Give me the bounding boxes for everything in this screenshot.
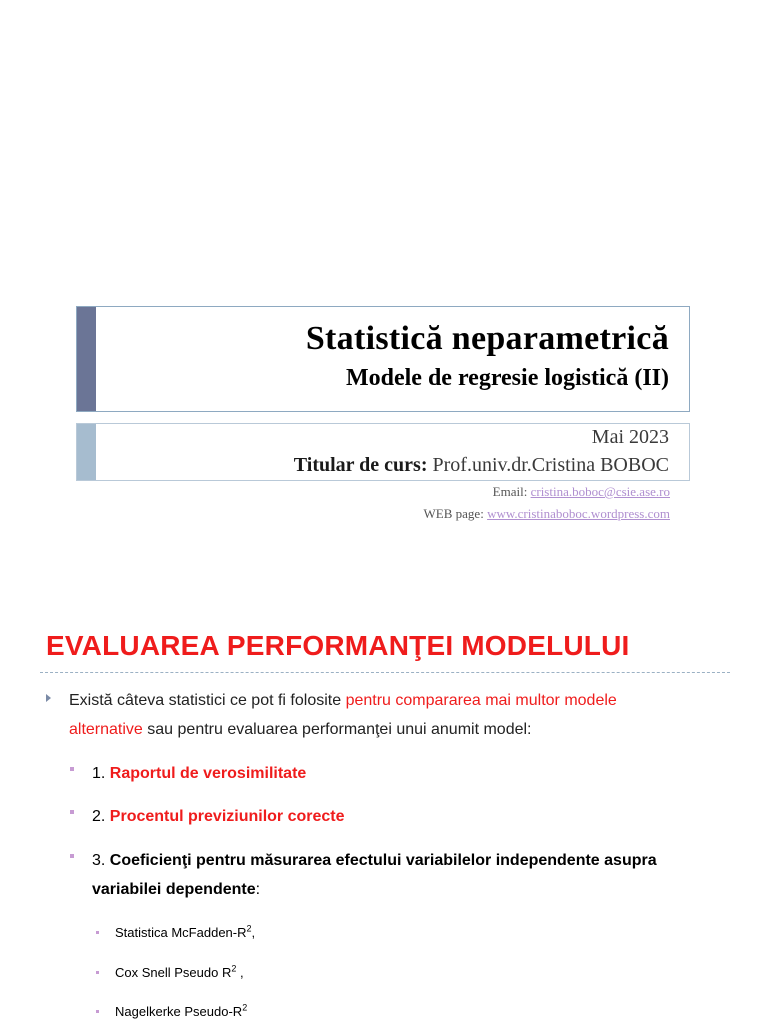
intro-text-b: sau pentru evaluarea performanţei unui anumit model:: [142, 721, 532, 738]
info-box: [76, 423, 690, 481]
heading-divider: [40, 672, 730, 673]
item-number: 1.: [92, 765, 110, 782]
info-accent-bar: [77, 424, 96, 480]
sub-item-text: Nagelkerke Pseudo-R: [115, 1004, 243, 1019]
intro-text: [69, 686, 686, 744]
slide-title: Statistică neparametrică: [305, 320, 669, 357]
intro-bullet: [46, 686, 686, 744]
item-text: Procentul previziunilor corecte: [109, 808, 345, 825]
list-item: [70, 759, 690, 788]
titular-line: [294, 454, 669, 477]
small-square-bullet-icon: [96, 971, 99, 974]
item-number: 2.: [92, 808, 110, 825]
title-accent-bar: [77, 307, 96, 411]
square-bullet-icon: [70, 810, 74, 814]
sub-list-item: [96, 1003, 247, 1021]
sub-item-text: Statistica McFadden-R: [115, 925, 247, 940]
title-box: [76, 306, 690, 412]
square-bullet-icon: [70, 767, 74, 771]
web-link[interactable]: www.cristinaboboc.wordpress.com: [487, 506, 670, 521]
slide-subtitle: Modele de regresie logistică (II): [345, 365, 669, 391]
date: Mai 2023: [591, 426, 669, 448]
section-heading: EVALUAREA PERFORMANŢEI MODELULUI: [46, 630, 630, 661]
triangle-bullet-icon: [46, 694, 51, 702]
intro-text-a: Există câteva statistici ce pot fi folosite: [69, 692, 346, 709]
sub-item-tail: ,: [236, 965, 244, 980]
sub-item-text: Cox Snell Pseudo R: [115, 965, 232, 980]
list-item: [70, 802, 690, 831]
sub-list-item: [96, 924, 255, 942]
item-number: 3.: [92, 852, 110, 869]
email-link[interactable]: cristina.boboc@csie.ase.ro: [530, 484, 670, 499]
intro-text-red: pentru compararea mai multor modele alternative: [69, 692, 617, 738]
sub-item-tail: ,: [251, 925, 256, 940]
web-label: WEB page:: [423, 506, 488, 521]
square-bullet-icon: [70, 854, 74, 858]
list-item: [70, 846, 710, 904]
superscript: 2: [242, 1002, 248, 1013]
item-text: Raportul de verosimilitate: [109, 765, 307, 782]
titular-name: Prof.univ.dr.Cristina BOBOC: [427, 454, 669, 476]
email-label: Email:: [492, 484, 531, 499]
superscript: 2: [231, 963, 237, 974]
item-text: Coeficienţi pentru măsurarea efectului variabilelor independente asupra variabilei dependente: [92, 852, 657, 898]
item-tail: :: [255, 881, 261, 898]
superscript: 2: [246, 923, 252, 934]
small-square-bullet-icon: [96, 1010, 99, 1013]
small-square-bullet-icon: [96, 931, 99, 934]
email-line: [493, 484, 670, 500]
titular-label: Titular de curs:: [293, 454, 428, 476]
sub-list-item: [96, 964, 244, 982]
web-line: [424, 506, 670, 522]
